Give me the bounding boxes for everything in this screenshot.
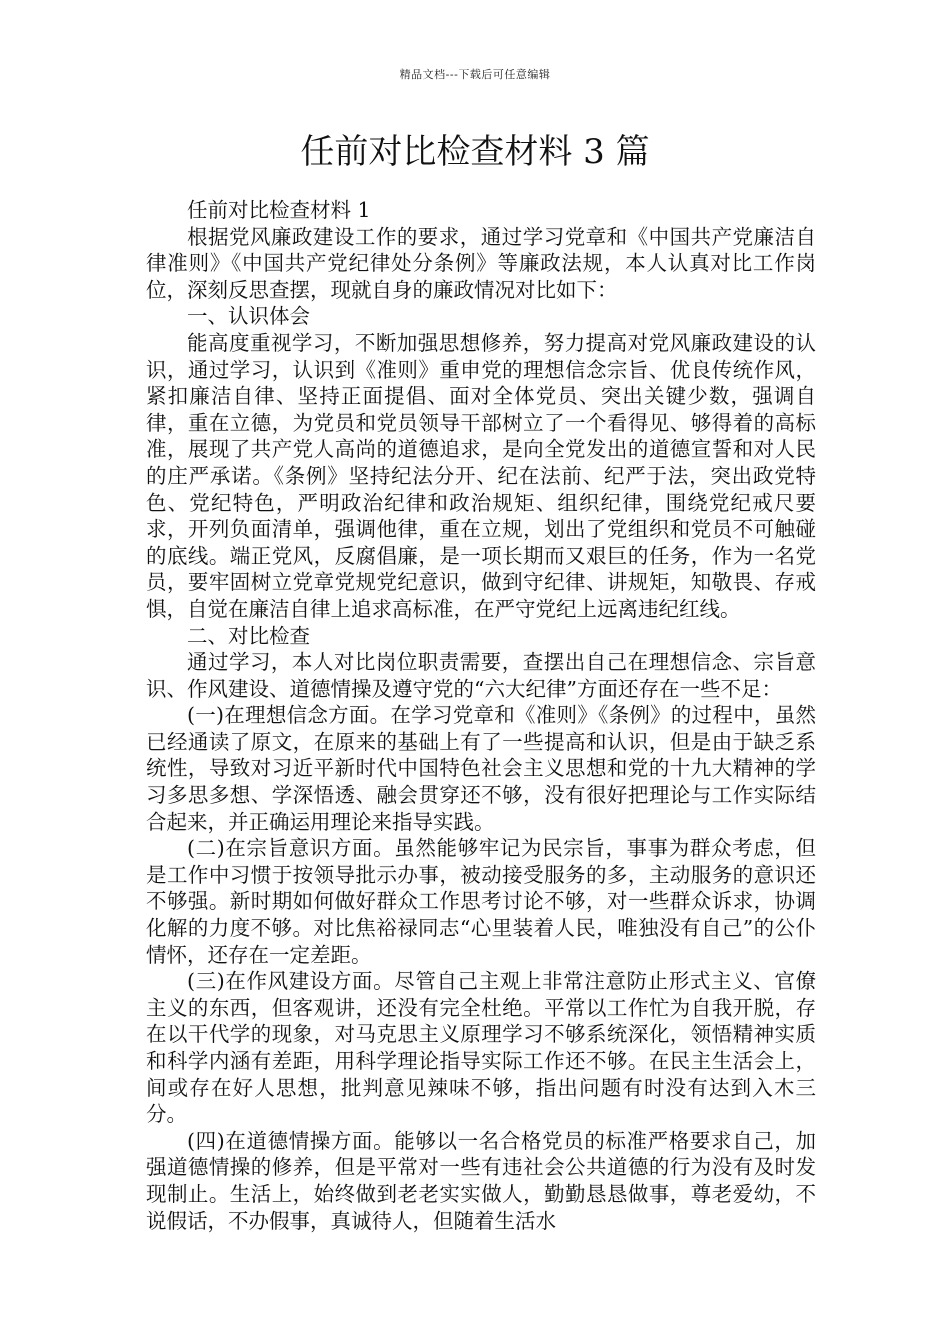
body-paragraph: 通过学习，本人对比岗位职责需要，查摆出自己在理想信念、宗旨意识、作风建设、道德情操及遵守党的“六大纪律”方面还存在一些不足： [146,650,816,701]
document-body [146,197,816,1234]
document-title: 任前对比检查材料 3 篇 [300,132,650,172]
body-paragraph: (一)在理想信念方面。在学习党章和《准则》《条例》的过程中，虽然已经通读了原文，在原来的基础上有了一些提高和认识，但是由于缺乏系统性，导致对习近平新时代中国特色社会主义思想和党的十九大精神的学习多思多想、学深悟透、融会贯穿还不够，没有很好把理论与工作实际结合起来，并正确运用理论来指导实践。 [146,703,816,834]
intro-paragraph: 根据党风廉政建设工作的要求，通过学习党章和《中国共产党廉洁自律准则》《中国共产党纪律处分条例》等廉政法规，本人认真对比工作岗位，深刻反思查摆，现就自身的廉政情况对比如下： [146,224,816,302]
section-subtitle: 任前对比检查材料 1 [187,198,371,222]
body-paragraph: (四)在道德情操方面。能够以一名合格党员的标准严格要求自己，加强道德情操的修养，但是平常对一些有违社会公共道德的行为没有及时发现制止。生活上，始终做到老老实实做人，勤勤恳恳做事，尊老爱幼，不说假话，不办假事，真诚待人，但随着生活水 [146,1128,816,1233]
body-paragraph: (二)在宗旨意识方面。虽然能够牢记为民宗旨，事事为群众考虑，但是工作中习惯于按领导批示办事，被动接受服务的多，主动服务的意识还不够强。新时期如何做好群众工作思考讨论不够，对一些群众诉求，协调化解的力度不够。对比焦裕禄同志“心里装着人民，唯独没有自己”的公仆情怀，还存在一定差距。 [146,836,816,967]
page-header-note: 精品文档---下载后可任意编辑 [399,68,551,81]
body-paragraph: 能高度重视学习，不断加强思想修养，努力提高对党风廉政建设的认识，通过学习，认识到《准则》重申党的理想信念宗旨、优良传统作风，紧扣廉洁自律、坚持正面提倡、面对全体党员、突出关键少数，强调自律，重在立德，为党员和党员领导干部树立了一个看得见、够得着的高标准，展现了共产党人高尚的道德追求，是向全党发出的道德宣誓和对人民的庄严承诺。《条例》坚持纪法分开、纪在法前、纪严于法，突出政党特色、党纪特色，严明政治纪律和政治规矩、组织纪律，围绕党纪戒尺要求，开列负面清单，强调他律，重在立规，划出了党组织和党员不可触碰的底线。端正党风，反腐倡廉，是一项长期而又艰巨的任务，作为一名党员，要牢固树立党章党规党纪意识，做到守纪律、讲规矩，知敬畏、存戒惧，自觉在廉洁自律上追求高标准，在严守党纪上远离违纪红线。 [146,330,816,621]
body-paragraph: (三)在作风建设方面。尽管自己主观上非常注意防止形式主义、官僚主义的东西，但客观讲，还没有完全杜绝。平常以工作忙为自我开脱，存在以干代学的现象，对马克思主义原理学习不够系统深化，领悟精神实质和科学内涵有差距，用科学理论指导实际工作还不够。在民主生活会上，间或存在好人思想，批判意见辣味不够，指出问题有时没有达到入木三分。 [146,969,816,1127]
section-heading-2: 二、对比检查 [187,623,310,648]
section-heading-1: 一、认识体会 [187,304,310,329]
